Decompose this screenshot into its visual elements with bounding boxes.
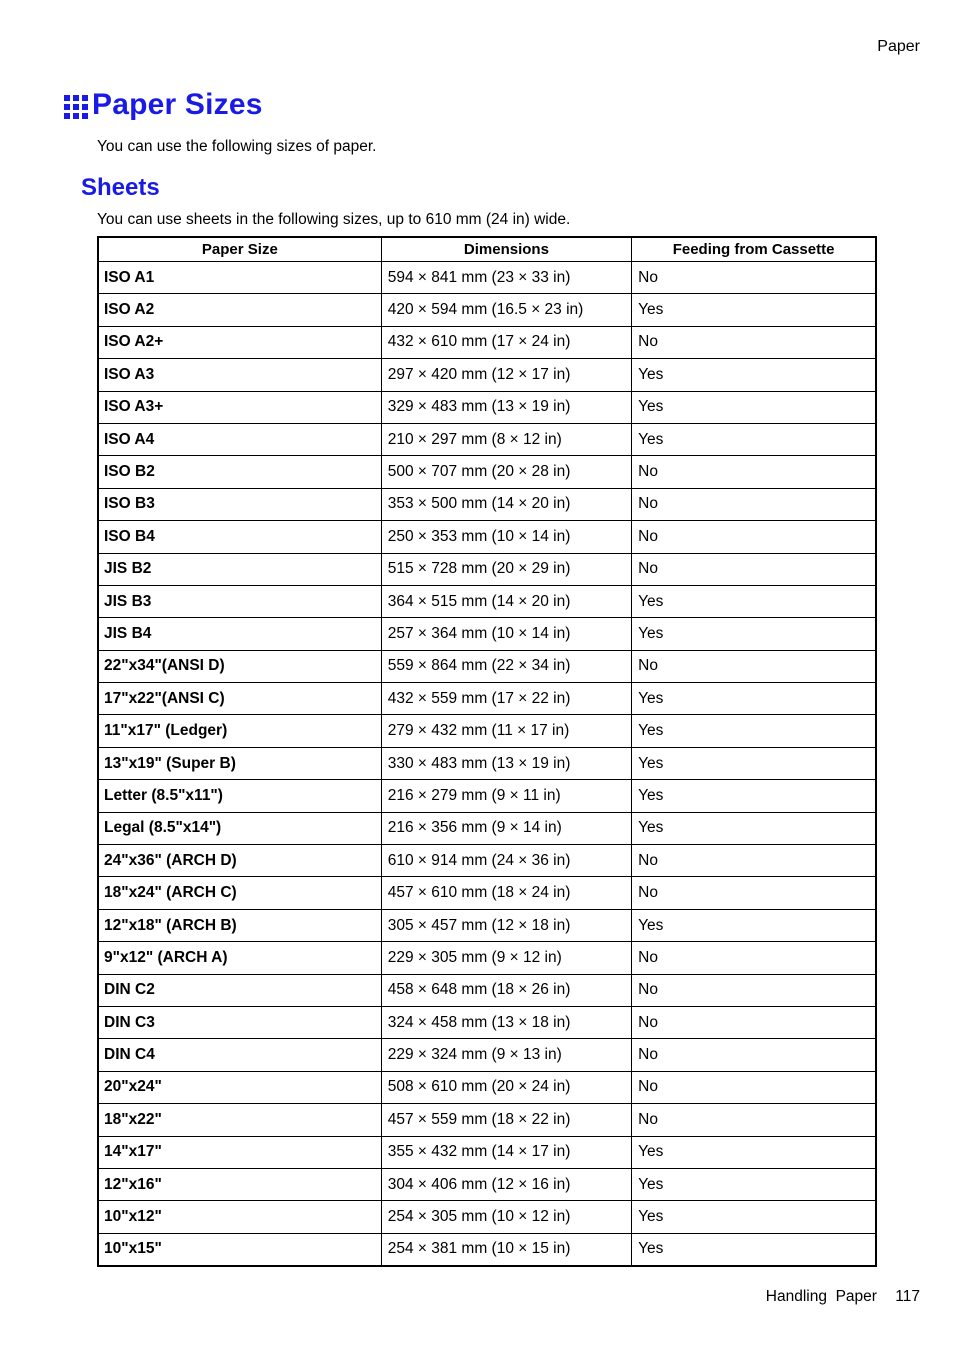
table-row [98,1168,876,1200]
table-row [98,262,876,294]
table-header-row [98,237,876,262]
cell-paper-size: 22"x34"(ANSI D) [98,650,381,682]
table-row [98,423,876,455]
column-header-dimensions: Dimensions [381,237,631,262]
table-row [98,845,876,877]
cell-paper-size: JIS B3 [98,585,381,617]
cell-paper-size: 12"x16" [98,1168,381,1200]
table-row [98,683,876,715]
cell-feeding: No [632,942,876,974]
cell-dimensions: 254 × 381 mm (10 × 15 in) [381,1233,631,1266]
cell-feeding: Yes [632,423,876,455]
cell-paper-size: 24"x36" (ARCH D) [98,845,381,877]
cell-paper-size: ISO A2+ [98,326,381,358]
cell-paper-size: 9"x12" (ARCH A) [98,942,381,974]
cell-paper-size: 18"x24" (ARCH C) [98,877,381,909]
table-row [98,326,876,358]
footer-page-number: 117 [895,1288,920,1305]
cell-feeding: No [632,521,876,553]
cell-dimensions: 457 × 559 mm (18 × 22 in) [381,1104,631,1136]
cell-feeding: Yes [632,585,876,617]
table-row [98,359,876,391]
cell-paper-size: ISO B2 [98,456,381,488]
cell-dimensions: 305 × 457 mm (12 × 18 in) [381,909,631,941]
cell-dimensions: 297 × 420 mm (12 × 17 in) [381,359,631,391]
cell-dimensions: 250 × 353 mm (10 × 14 in) [381,521,631,553]
cell-paper-size: ISO A2 [98,294,381,326]
cell-dimensions: 432 × 559 mm (17 × 22 in) [381,683,631,715]
cell-feeding: No [632,553,876,585]
cell-paper-size: ISO B3 [98,488,381,520]
cell-dimensions: 500 × 707 mm (20 × 28 in) [381,456,631,488]
table-row [98,521,876,553]
cell-feeding: No [632,1006,876,1038]
cell-paper-size: DIN C3 [98,1006,381,1038]
cell-dimensions: 330 × 483 mm (13 × 19 in) [381,747,631,779]
cell-dimensions: 216 × 279 mm (9 × 11 in) [381,780,631,812]
cell-paper-size: ISO B4 [98,521,381,553]
table-row [98,1136,876,1168]
cell-dimensions: 515 × 728 mm (20 × 29 in) [381,553,631,585]
page-intro: You can use the following sizes of paper. [97,138,377,155]
cell-paper-size: JIS B4 [98,618,381,650]
table-row [98,1201,876,1233]
column-header-paper-size: Paper Size [98,237,381,262]
cell-dimensions: 210 × 297 mm (8 × 12 in) [381,423,631,455]
cell-dimensions: 355 × 432 mm (14 × 17 in) [381,1136,631,1168]
cell-paper-size: 14"x17" [98,1136,381,1168]
cell-paper-size: 12"x18" (ARCH B) [98,909,381,941]
paper-sizes-table [97,236,877,1267]
page-footer [766,1288,920,1306]
cell-feeding: No [632,326,876,358]
table-row [98,715,876,747]
table-row [98,877,876,909]
cell-dimensions: 559 × 864 mm (22 × 34 in) [381,650,631,682]
cell-paper-size: ISO A3+ [98,391,381,423]
cell-paper-size: DIN C4 [98,1039,381,1071]
cell-dimensions: 304 × 406 mm (12 × 16 in) [381,1168,631,1200]
cell-feeding: No [632,456,876,488]
cell-dimensions: 254 × 305 mm (10 × 12 in) [381,1201,631,1233]
running-header: Paper [877,38,920,55]
cell-paper-size: DIN C2 [98,974,381,1006]
column-header-feeding: Feeding from Cassette [632,237,876,262]
table-row [98,1039,876,1071]
footer-chapter: Handling Paper [765,1288,877,1305]
table-row [98,1233,876,1266]
cell-feeding: Yes [632,618,876,650]
cell-paper-size: Legal (8.5"x14") [98,812,381,844]
cell-feeding: No [632,1039,876,1071]
cell-dimensions: 432 × 610 mm (17 × 24 in) [381,326,631,358]
cell-dimensions: 279 × 432 mm (11 × 17 in) [381,715,631,747]
table-row [98,294,876,326]
cell-feeding: Yes [632,1168,876,1200]
cell-feeding: Yes [632,909,876,941]
cell-paper-size: 17"x22"(ANSI C) [98,683,381,715]
cell-feeding: Yes [632,391,876,423]
table-row [98,650,876,682]
cell-dimensions: 329 × 483 mm (13 × 19 in) [381,391,631,423]
cell-feeding: Yes [632,747,876,779]
cell-feeding: No [632,845,876,877]
cell-feeding: Yes [632,1233,876,1266]
cell-feeding: Yes [632,1201,876,1233]
table-row [98,391,876,423]
cell-feeding: Yes [632,294,876,326]
cell-paper-size: ISO A4 [98,423,381,455]
table-body [98,262,876,1267]
table-row [98,780,876,812]
cell-dimensions: 420 × 594 mm (16.5 × 23 in) [381,294,631,326]
cell-dimensions: 229 × 305 mm (9 × 12 in) [381,942,631,974]
cell-feeding: No [632,488,876,520]
cell-feeding: Yes [632,812,876,844]
cell-paper-size: JIS B2 [98,553,381,585]
cell-feeding: No [632,262,876,294]
table-row [98,974,876,1006]
table-row [98,456,876,488]
cell-feeding: No [632,1104,876,1136]
cell-dimensions: 324 × 458 mm (13 × 18 in) [381,1006,631,1038]
cell-paper-size: 10"x15" [98,1233,381,1266]
table-row [98,488,876,520]
table-row [98,618,876,650]
cell-paper-size: 18"x22" [98,1104,381,1136]
cell-feeding: No [632,1071,876,1103]
cell-paper-size: 10"x12" [98,1201,381,1233]
title-row [64,88,263,122]
section-intro-sheets: You can use sheets in the following sizes, up to 610 mm (24 in) wide. [97,211,571,228]
cell-feeding: Yes [632,1136,876,1168]
cell-feeding: Yes [632,715,876,747]
table-row [98,1071,876,1103]
table-row [98,585,876,617]
cell-paper-size: 11"x17" (Ledger) [98,715,381,747]
cell-paper-size: ISO A1 [98,262,381,294]
cell-paper-size: 20"x24" [98,1071,381,1103]
cell-feeding: No [632,650,876,682]
cell-dimensions: 229 × 324 mm (9 × 13 in) [381,1039,631,1071]
cell-dimensions: 353 × 500 mm (14 × 20 in) [381,488,631,520]
cell-dimensions: 364 × 515 mm (14 × 20 in) [381,585,631,617]
table-row [98,747,876,779]
cell-dimensions: 457 × 610 mm (18 × 24 in) [381,877,631,909]
cell-dimensions: 257 × 364 mm (10 × 14 in) [381,618,631,650]
cell-dimensions: 594 × 841 mm (23 × 33 in) [381,262,631,294]
cell-feeding: No [632,974,876,1006]
cell-paper-size: Letter (8.5"x11") [98,780,381,812]
cell-paper-size: 13"x19" (Super B) [98,747,381,779]
cell-paper-size: ISO A3 [98,359,381,391]
cell-feeding: Yes [632,359,876,391]
table-row [98,812,876,844]
section-title-sheets: Sheets [81,174,160,201]
table-row [98,1104,876,1136]
cell-dimensions: 458 × 648 mm (18 × 26 in) [381,974,631,1006]
cell-feeding: Yes [632,683,876,715]
table-row [98,1006,876,1038]
cell-dimensions: 216 × 356 mm (9 × 14 in) [381,812,631,844]
cell-feeding: No [632,877,876,909]
table-row [98,942,876,974]
page-title: Paper Sizes [92,88,263,121]
cell-dimensions: 508 × 610 mm (20 × 24 in) [381,1071,631,1103]
cell-dimensions: 610 × 914 mm (24 × 36 in) [381,845,631,877]
cell-feeding: Yes [632,780,876,812]
table-row [98,909,876,941]
table-row [98,553,876,585]
grid-icon [64,95,88,119]
